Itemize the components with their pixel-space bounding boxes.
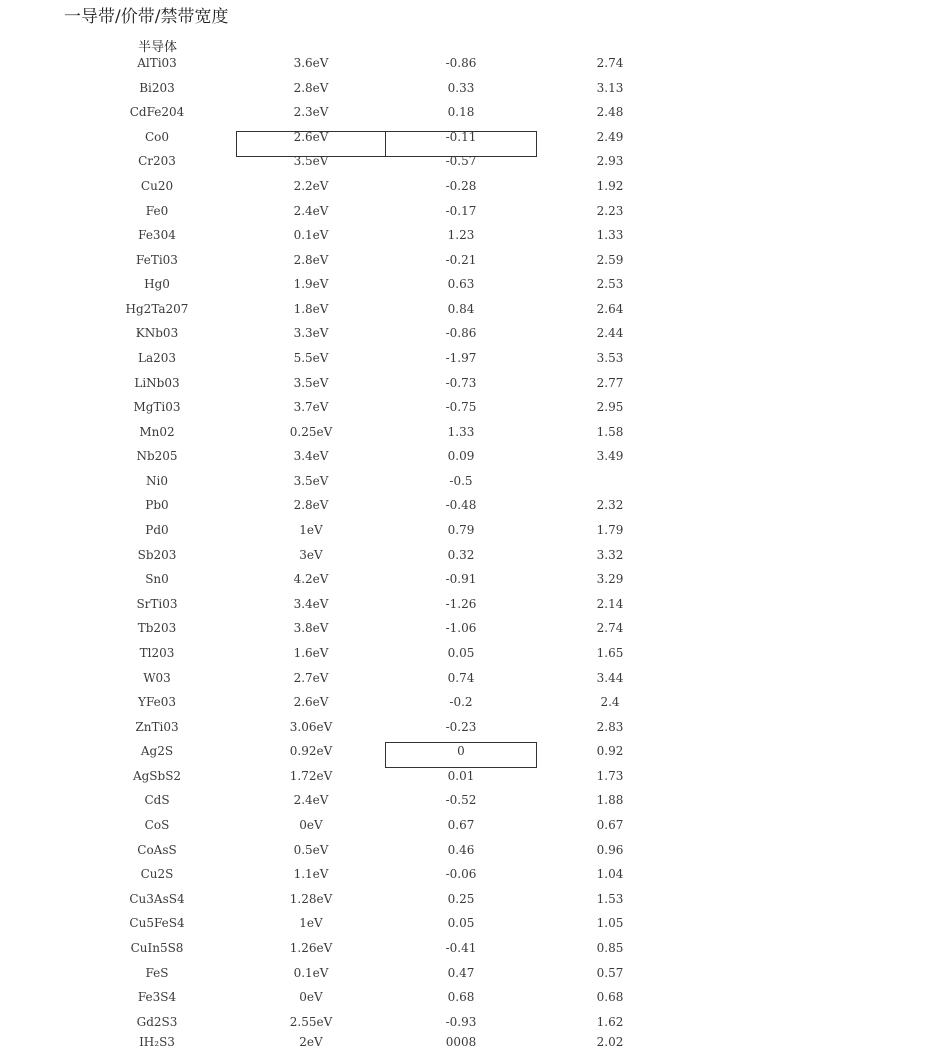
- conduction-band-value: -0.41: [445, 940, 477, 955]
- semiconductor-name: KNb03: [135, 326, 179, 341]
- table-row: [0, 938, 950, 958]
- conduction-band-value: -0.5: [449, 473, 473, 488]
- semiconductor-name: W03: [143, 670, 171, 685]
- page-title: 一导带/价带/禁带宽度: [64, 7, 229, 27]
- conduction-band-value: 0.01: [447, 768, 475, 783]
- conduction-band-value: 0.33: [447, 80, 475, 95]
- band-gap-value: 1eV: [299, 916, 323, 931]
- table-row: [0, 250, 950, 270]
- semiconductor-name: Hg2Ta207: [125, 301, 189, 316]
- table-row: [0, 102, 950, 122]
- semiconductor-name: ZnTi03: [135, 719, 179, 734]
- conduction-band-value: -0.52: [445, 793, 477, 808]
- table-row: [0, 766, 950, 786]
- table-row: [0, 127, 950, 147]
- band-gap-value: 2eV: [299, 1035, 323, 1049]
- semiconductor-name: CuIn5S8: [130, 940, 184, 955]
- semiconductor-name: CdS: [144, 793, 170, 808]
- band-gap-value: 2.55eV: [289, 1014, 333, 1029]
- valence-band-value: 2.02: [596, 1035, 624, 1049]
- valence-band-value: [540, 471, 680, 491]
- semiconductor-name: Sb203: [137, 547, 177, 562]
- conduction-band-value: -0.21: [445, 252, 477, 267]
- band-gap-value: 1.6eV: [293, 645, 329, 660]
- valence-band-value: 1.33: [596, 228, 624, 243]
- semiconductor-name: Tb203: [137, 621, 177, 636]
- conduction-band-value: 0.18: [447, 105, 475, 120]
- valence-band-value: 3.44: [596, 670, 624, 685]
- table-row: [0, 446, 950, 466]
- conduction-band-value: -0.06: [445, 867, 477, 882]
- semiconductor-name: Cu20: [140, 178, 174, 193]
- table-row: [0, 790, 950, 810]
- band-gap-value: 2.4eV: [293, 793, 329, 808]
- conduction-band-value: 0.68: [447, 990, 475, 1004]
- conduction-band-value: -1.97: [445, 351, 477, 365]
- band-gap-value: 3eV: [299, 547, 323, 562]
- table-row: [0, 1032, 950, 1052]
- semiconductor-name: Fe304: [138, 228, 176, 243]
- band-gap-value: 2.4eV: [293, 203, 329, 218]
- band-gap-value: 3.8eV: [293, 621, 329, 636]
- table-row: [0, 176, 950, 196]
- semiconductor-name: Ni0: [146, 473, 168, 488]
- conduction-band-value: -0.23: [445, 719, 477, 734]
- semiconductor-name: FeS: [145, 965, 169, 980]
- table-row: [0, 864, 950, 884]
- semiconductor-name: Cu2S: [140, 867, 174, 882]
- table-row: [0, 643, 950, 663]
- conduction-band-value: -0.86: [445, 56, 477, 70]
- valence-band-value: 0.68: [596, 990, 624, 1004]
- semiconductor-name: Tl203: [139, 645, 175, 660]
- band-gap-value: 0.25eV: [289, 424, 333, 439]
- valence-band-value: 2.83: [596, 719, 624, 734]
- conduction-band-value: -0.57: [445, 154, 477, 169]
- semiconductor-name: Mn02: [139, 424, 175, 439]
- band-gap-value: 0.92eV: [289, 744, 333, 759]
- valence-band-value: 2.4: [600, 695, 620, 710]
- valence-band-value: 1.04: [596, 867, 624, 882]
- conduction-band-value: 1.23: [447, 228, 475, 243]
- conduction-band-value: 0.25: [447, 891, 475, 906]
- valence-band-value: 3.53: [596, 351, 624, 365]
- band-gap-value: 2.7eV: [293, 670, 329, 685]
- table-row: [0, 323, 950, 343]
- conduction-band-value: 1.33: [447, 424, 475, 439]
- table-row: [0, 397, 950, 417]
- table-row: [0, 201, 950, 221]
- semiconductor-name: Bi203: [139, 80, 175, 95]
- band-gap-value: 1.8eV: [293, 301, 329, 316]
- semiconductor-name: SrTi03: [136, 596, 178, 611]
- table-row: [0, 889, 950, 909]
- conduction-band-value: -1.06: [445, 621, 477, 636]
- table-row: [0, 987, 950, 1007]
- table-row: [0, 545, 950, 565]
- valence-band-value: 1.92: [596, 178, 624, 193]
- conduction-band-value: -0.91: [445, 572, 477, 587]
- band-gap-value: 0eV: [299, 990, 323, 1004]
- valence-band-value: 1.88: [596, 793, 624, 808]
- semiconductor-name: IH₂S3: [139, 1035, 175, 1049]
- table-row: [0, 963, 950, 983]
- valence-band-value: 3.32: [596, 547, 624, 562]
- valence-band-value: 1.05: [596, 916, 624, 931]
- table-row: [0, 520, 950, 540]
- conduction-band-value: 0008: [445, 1035, 477, 1049]
- band-gap-value: 2.8eV: [293, 498, 329, 513]
- valence-band-value: 0.67: [596, 818, 624, 832]
- semiconductor-name: Hg0: [144, 277, 170, 292]
- conduction-band-value: 0.84: [447, 301, 475, 316]
- valence-band-value: 1.58: [596, 424, 624, 439]
- conduction-band-value: 0: [457, 744, 465, 759]
- valence-band-value: 2.14: [596, 596, 624, 611]
- table-row: [0, 53, 950, 73]
- column-header-semiconductor: 半导体: [138, 40, 178, 55]
- semiconductor-name: Pb0: [145, 498, 169, 513]
- table-row: [0, 495, 950, 515]
- valence-band-value: 3.49: [596, 449, 624, 464]
- semiconductor-name: Nb205: [136, 449, 178, 464]
- conduction-band-value: -0.48: [445, 498, 477, 513]
- valence-band-value: 3.29: [596, 572, 624, 587]
- band-gap-value: 3.3eV: [293, 326, 329, 341]
- semiconductor-name: YFe03: [138, 695, 176, 710]
- band-gap-value: 0.1eV: [293, 965, 329, 980]
- table-row: [0, 618, 950, 638]
- band-gap-value: 3.5eV: [293, 154, 329, 169]
- semiconductor-name: Cu5FeS4: [129, 916, 185, 931]
- table-row: [0, 373, 950, 393]
- band-gap-value: 0.1eV: [293, 228, 329, 243]
- semiconductor-name: FeTi03: [136, 252, 178, 267]
- table-row: [0, 569, 950, 589]
- valence-band-value: 1.53: [596, 891, 624, 906]
- band-gap-value: 1.9eV: [293, 277, 329, 292]
- conduction-band-value: 0.67: [447, 818, 475, 832]
- band-gap-value: 1.26eV: [289, 940, 333, 955]
- conduction-band-value: -1.26: [445, 596, 477, 611]
- valence-band-value: 0.92: [596, 744, 624, 759]
- semiconductor-name: Pd0: [145, 523, 169, 537]
- table-row: [0, 471, 950, 491]
- semiconductor-name: MgTi03: [133, 400, 181, 415]
- band-gap-value: 1.28eV: [289, 891, 333, 906]
- table-row: [0, 78, 950, 98]
- semiconductor-name: AgSbS2: [132, 768, 182, 783]
- valence-band-value: 2.93: [596, 154, 624, 169]
- valence-band-value: 2.23: [596, 203, 624, 218]
- conduction-band-value: -0.28: [445, 178, 477, 193]
- table-row: [0, 913, 950, 933]
- valence-band-value: 2.32: [596, 498, 624, 513]
- valence-band-value: 1.79: [596, 523, 624, 537]
- band-gap-value: 5.5eV: [293, 351, 329, 365]
- valence-band-value: 2.74: [596, 56, 624, 70]
- semiconductor-name: Fe0: [145, 203, 169, 218]
- valence-band-value: 0.57: [596, 965, 624, 980]
- conduction-band-value: 0.79: [447, 523, 475, 537]
- band-gap-value: 3.6eV: [293, 56, 329, 70]
- band-gap-value: 2.8eV: [293, 80, 329, 95]
- band-gap-value: 2.3eV: [293, 105, 329, 120]
- table-row: [0, 692, 950, 712]
- valence-band-value: 2.53: [596, 277, 624, 292]
- semiconductor-name: CoAsS: [137, 842, 177, 857]
- table-row: [0, 668, 950, 688]
- band-gap-value: 3.5eV: [293, 375, 329, 390]
- conduction-band-value: 0.09: [447, 449, 475, 464]
- semiconductor-name: La203: [137, 351, 177, 365]
- valence-band-value: 1.65: [596, 645, 624, 660]
- table-row: [0, 348, 950, 368]
- valence-band-value: 2.59: [596, 252, 624, 267]
- valence-band-value: 2.77: [596, 375, 624, 390]
- conduction-band-value: -0.11: [445, 129, 477, 144]
- band-gap-value: 4.2eV: [293, 572, 329, 587]
- valence-band-value: 2.49: [596, 129, 624, 144]
- conduction-band-value: 0.05: [447, 916, 475, 931]
- table-row: [0, 225, 950, 245]
- band-gap-value: 0.5eV: [293, 842, 329, 857]
- semiconductor-name: Cr203: [138, 154, 176, 169]
- conduction-band-value: -0.86: [445, 326, 477, 341]
- semiconductor-name: Fe3S4: [137, 990, 177, 1004]
- conduction-band-value: 0.05: [447, 645, 475, 660]
- conduction-band-value: -0.73: [445, 375, 477, 390]
- band-gap-value: 1.72eV: [289, 768, 333, 783]
- band-gap-value: 2.8eV: [293, 252, 329, 267]
- valence-band-value: 1.73: [596, 768, 624, 783]
- band-gap-value: 3.4eV: [293, 449, 329, 464]
- band-gap-value: 1eV: [299, 523, 323, 537]
- table-row: [0, 840, 950, 860]
- valence-band-value: 2.44: [596, 326, 624, 341]
- table-row: [0, 594, 950, 614]
- conduction-band-value: -0.17: [445, 203, 477, 218]
- valence-band-value: 0.96: [596, 842, 624, 857]
- table-row: [0, 274, 950, 294]
- valence-band-value: 2.95: [596, 400, 624, 415]
- table-row: [0, 1012, 950, 1032]
- semiconductor-name: CoS: [144, 818, 170, 832]
- conduction-band-value: 0.47: [447, 965, 475, 980]
- semiconductor-name: Cu3AsS4: [129, 891, 185, 906]
- valence-band-value: 2.74: [596, 621, 624, 636]
- semiconductor-name: Gd2S3: [136, 1014, 178, 1029]
- valence-band-value: 2.48: [596, 105, 624, 120]
- semiconductor-name: LiNb03: [134, 375, 180, 390]
- conduction-band-value: -0.2: [449, 695, 473, 710]
- band-gap-value: 2.2eV: [293, 178, 329, 193]
- valence-band-value: 2.64: [596, 301, 624, 316]
- table-row: [0, 299, 950, 319]
- band-gap-value: 3.06eV: [289, 719, 333, 734]
- table-row: [0, 717, 950, 737]
- valence-band-value: 0.85: [596, 940, 624, 955]
- band-gap-value: 3.7eV: [293, 400, 329, 415]
- conduction-band-value: 0.32: [447, 547, 475, 562]
- semiconductor-name: CdFe204: [129, 105, 185, 120]
- band-gap-value: 3.4eV: [293, 596, 329, 611]
- semiconductor-name: Sn0: [145, 572, 169, 587]
- table-row: [0, 741, 950, 761]
- conduction-band-value: 0.74: [447, 670, 475, 685]
- table-row: [0, 422, 950, 442]
- valence-band-value: 1.62: [596, 1014, 624, 1029]
- semiconductor-name: AlTi03: [137, 56, 177, 70]
- band-gap-value: 3.5eV: [293, 473, 329, 488]
- band-gap-value: 0eV: [299, 818, 323, 832]
- band-gap-value: 1.1eV: [293, 867, 329, 882]
- semiconductor-name: Ag2S: [140, 744, 174, 759]
- band-gap-value: 2.6eV: [293, 695, 329, 710]
- conduction-band-value: -0.75: [445, 400, 477, 415]
- conduction-band-value: 0.46: [447, 842, 475, 857]
- table-row: [0, 151, 950, 171]
- band-gap-value: 2.6eV: [293, 129, 329, 144]
- conduction-band-value: 0.63: [447, 277, 475, 292]
- valence-band-value: 3.13: [596, 80, 624, 95]
- table-row: [0, 815, 950, 835]
- conduction-band-value: -0.93: [445, 1014, 477, 1029]
- semiconductor-name: Co0: [144, 129, 170, 144]
